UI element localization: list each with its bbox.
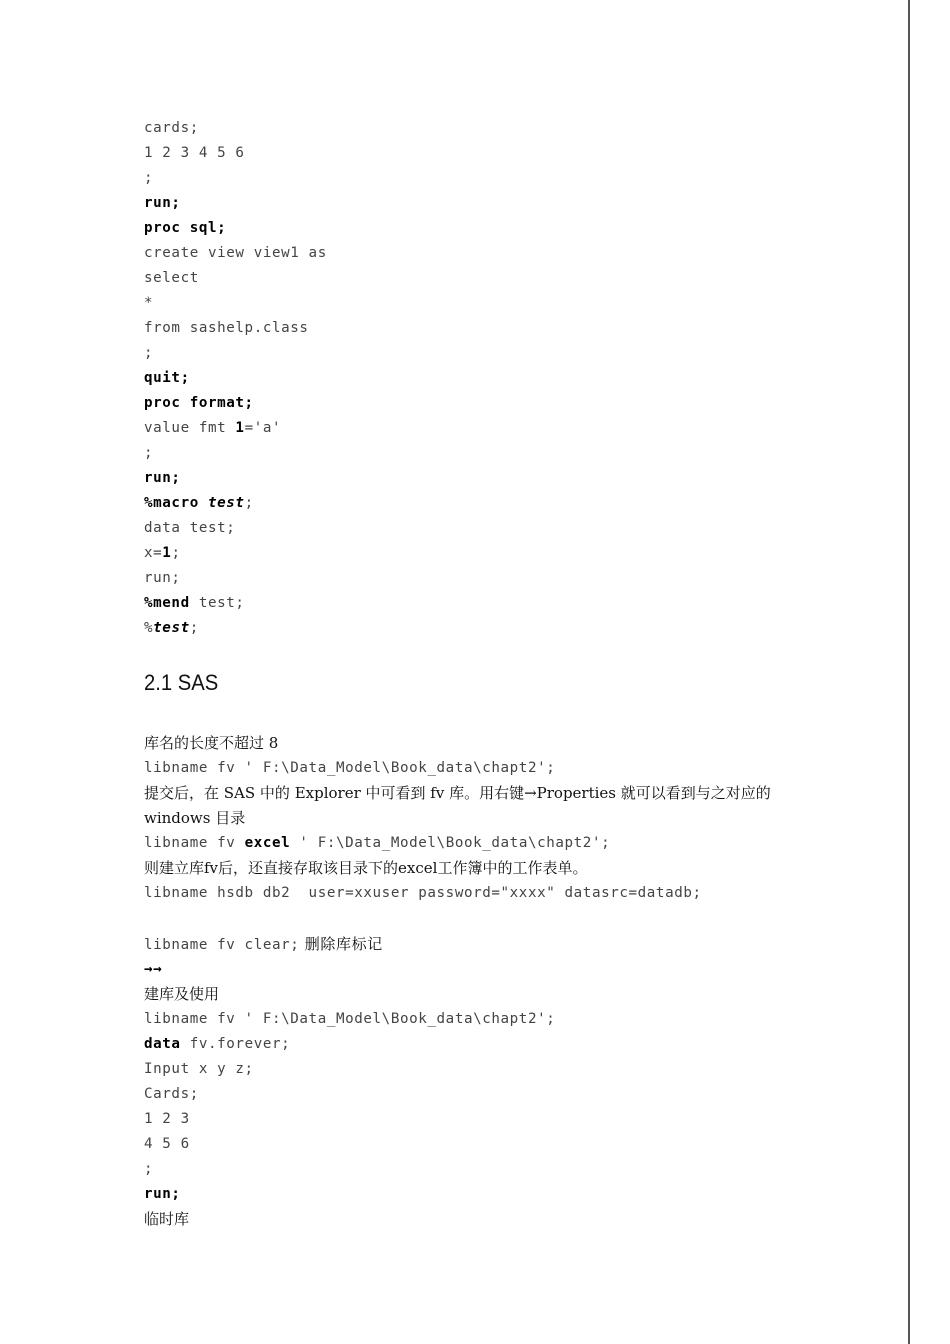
code-line: Cards; xyxy=(144,1086,199,1102)
code-line: %mend test; xyxy=(144,595,245,611)
body-paragraph: 建库及使用 xyxy=(144,985,220,1003)
code-line: proc sql; xyxy=(144,220,227,236)
section-heading: 2.1 SAS xyxy=(144,670,219,695)
arrows-line: →→ xyxy=(144,961,163,977)
code-line: data test; xyxy=(144,520,236,536)
body-paragraph: 库名的长度不超过 8 xyxy=(144,734,279,752)
body-paragraph: 临时库 xyxy=(144,1210,190,1228)
code-line: ; xyxy=(144,170,154,186)
code-line: proc format; xyxy=(144,395,254,411)
code-line: libname hsdb db2 user=xxuser password="xxxx" datasrc=datadb; xyxy=(144,885,702,901)
code-line: data fv.forever; xyxy=(144,1036,291,1052)
code-line: 4 5 6 xyxy=(144,1136,190,1152)
page-edge-rule xyxy=(908,0,910,1344)
code-line: 1 2 3 xyxy=(144,1111,190,1127)
code-line: libname fv ' F:\Data_Model\Book_data\chapt2'; xyxy=(144,1011,556,1027)
code-line: run; xyxy=(144,470,181,486)
code-line: run; xyxy=(144,1186,181,1202)
code-line: select xyxy=(144,270,199,286)
code-line: libname fv clear; 删除库标记 xyxy=(144,935,383,953)
code-line: ; xyxy=(144,445,154,461)
code-line: %test; xyxy=(144,620,199,636)
code-line: libname fv ' F:\Data_Model\Book_data\chapt2'; xyxy=(144,760,556,776)
body-paragraph: windows 目录 xyxy=(144,809,246,827)
code-line: Input x y z; xyxy=(144,1061,254,1077)
code-line: 1 2 3 4 5 6 xyxy=(144,145,245,161)
code-line: * xyxy=(144,295,154,311)
body-paragraph: 提交后，在 SAS 中的 Explorer 中可看到 fv 库。用右键→Properties 就可以看到与之对应的 xyxy=(144,784,771,802)
code-line: %macro test; xyxy=(144,495,254,511)
body-paragraph: 则建立库fv后，还直接存取该目录下的excel工作簿中的工作表单。 xyxy=(144,859,588,877)
code-line: create view view1 as xyxy=(144,245,327,261)
code-line: value fmt 1='a' xyxy=(144,420,282,436)
code-line: run; xyxy=(144,570,181,586)
code-line: x=1; xyxy=(144,545,181,561)
document-body xyxy=(144,116,844,1232)
code-line: run; xyxy=(144,195,181,211)
code-line: quit; xyxy=(144,370,190,386)
code-line: ; xyxy=(144,345,154,361)
code-line: libname fv excel ' F:\Data_Model\Book_data\chapt2'; xyxy=(144,835,611,851)
code-line: ; xyxy=(144,1161,154,1177)
code-line: cards; xyxy=(144,120,199,136)
code-line: from sashelp.class xyxy=(144,320,309,336)
